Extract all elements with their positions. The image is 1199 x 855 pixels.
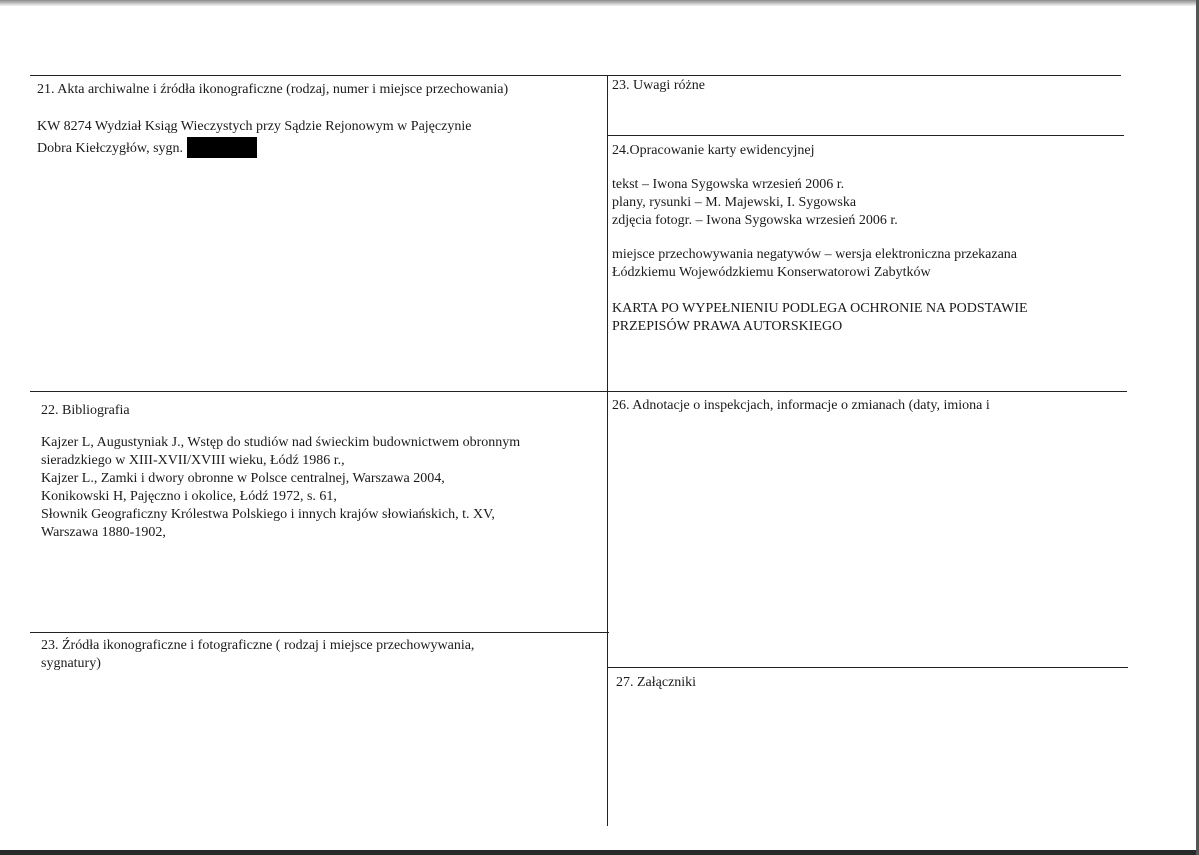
storage-line: Łódzkiemu Wojewódzkiemu Konserwatorowi Zabytków [612, 265, 931, 280]
scan-edge-bottom [0, 850, 1199, 855]
section-24-title: 24.Opracowanie karty ewidencyjnej [612, 143, 815, 158]
column-divider [607, 75, 608, 826]
section-21-line1: KW 8274 Wydział Ksiąg Wieczystych przy Sądzie Rejonowym w Pajęczynie [37, 119, 472, 134]
rule-mid [30, 391, 1127, 392]
credit-line: plany, rysunki – M. Majewski, I. Sygowska [612, 195, 857, 210]
redaction-box [187, 137, 257, 158]
bibliography-entry: Kajzer L., Zamki i dwory obronne w Polsce centralnej, Warszawa 2004, [41, 471, 445, 486]
section-22-title: 22. Bibliografia [41, 403, 130, 418]
section-21-line2 [37, 137, 257, 158]
storage-line: miejsce przechowywania negatywów – wersja elektroniczna przekazana [612, 247, 1018, 262]
scan-edge-top [0, 0, 1199, 6]
copyright-notice [612, 300, 1028, 336]
section-26-title: 26. Adnotacje o inspekcjach, informacje o zmianach (daty, imiona i [612, 398, 990, 413]
bibliography-entry: sieradzkiego w XIII-XVII/XVIII wieku, Łódź 1986 r., [41, 453, 345, 468]
bibliography-entry: Słownik Geograficzny Królestwa Polskiego i innych krajów słowiańskich, t. XV, [41, 507, 495, 522]
section-23-icono-title-line1: 23. Źródła ikonograficzne i fotograficzne ( rodzaj i miejsce przechowywania, [41, 638, 475, 653]
bibliography-entry: Warszawa 1880-1902, [41, 525, 166, 540]
section-23-icono-title [41, 637, 474, 673]
bibliography-entry: Kajzer L, Augustyniak J., Wstęp do studiów nad świeckim budownictwem obronnym [41, 435, 521, 450]
section-21-title: 21. Akta archiwalne i źródła ikonograficzne (rodzaj, numer i miejsce przechowania) [37, 82, 509, 97]
bibliography-entry: Konikowski H, Pajęczno i okolice, Łódź 1972, s. 61, [41, 489, 337, 504]
notice-line: PRZEPISÓW PRAWA AUTORSKIEGO [612, 319, 843, 334]
credit-line: tekst – Iwona Sygowska wrzesień 2006 r. [612, 177, 845, 192]
section-23-icono-title-line2: sygnatury) [41, 656, 101, 671]
rule-22-23 [30, 632, 609, 633]
section-21-line2-text: Dobra Kiełczygłów, sygn. [37, 141, 184, 156]
section-24-storage [612, 246, 1017, 282]
section-24-credits [612, 176, 898, 230]
section-23-uwagi-title: 23. Uwagi różne [612, 78, 705, 93]
notice-line: KARTA PO WYPEŁNIENIU PODLEGA OCHRONIE NA PODSTAWIE [612, 301, 1028, 316]
rule-23-24 [608, 135, 1124, 136]
table-top-rule [30, 75, 1121, 76]
credit-line: zdjęcia fotogr. – Iwona Sygowska wrzesień 2006 r. [612, 213, 898, 228]
bibliography-list [41, 434, 520, 542]
rule-26-27 [608, 667, 1128, 668]
section-27-title: 27. Załączniki [616, 675, 697, 690]
